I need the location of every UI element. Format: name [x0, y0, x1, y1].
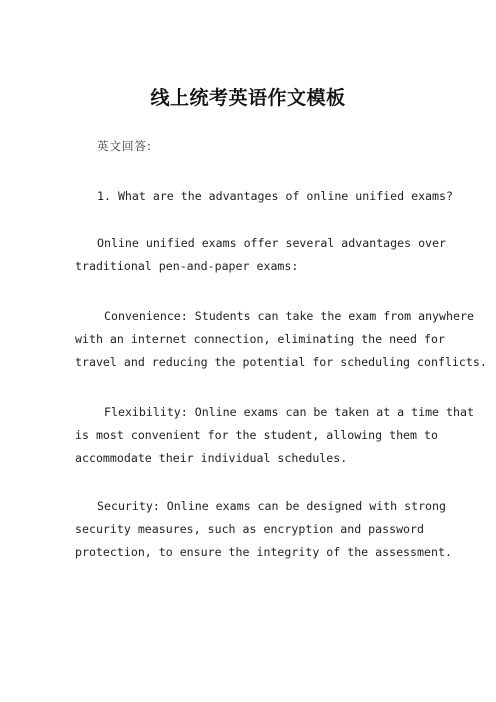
section-label: 英文回答: — [97, 139, 152, 153]
paragraph-line: is most convenient for the student, allowing them to — [75, 428, 438, 442]
paragraph-line: Convenience: Students can take the exam from anywhere — [104, 309, 474, 323]
paragraph-line: protection, to ensure the integrity of the assessment. — [75, 545, 452, 559]
paragraph-line: accommodate their individual schedules. — [75, 451, 348, 465]
paragraph-line: Security: Online exams can be designed with strong — [97, 499, 447, 513]
intro-line: Online unified exams offer several advantages over — [97, 236, 447, 250]
intro-line: traditional pen-and-paper exams: — [75, 259, 299, 273]
document-title: 线上统考英语作文模板 — [150, 87, 346, 109]
paragraph-line: security measures, such as encryption and password — [75, 522, 425, 536]
paragraph-line: Flexibility: Online exams can be taken at a time that — [104, 405, 474, 419]
paragraph-line: travel and reducing the potential for scheduling conflicts. — [75, 355, 487, 369]
paragraph-line: with an internet connection, eliminating the need for — [75, 332, 445, 346]
question-heading: 1. What are the advantages of online unified exams? — [97, 189, 453, 203]
